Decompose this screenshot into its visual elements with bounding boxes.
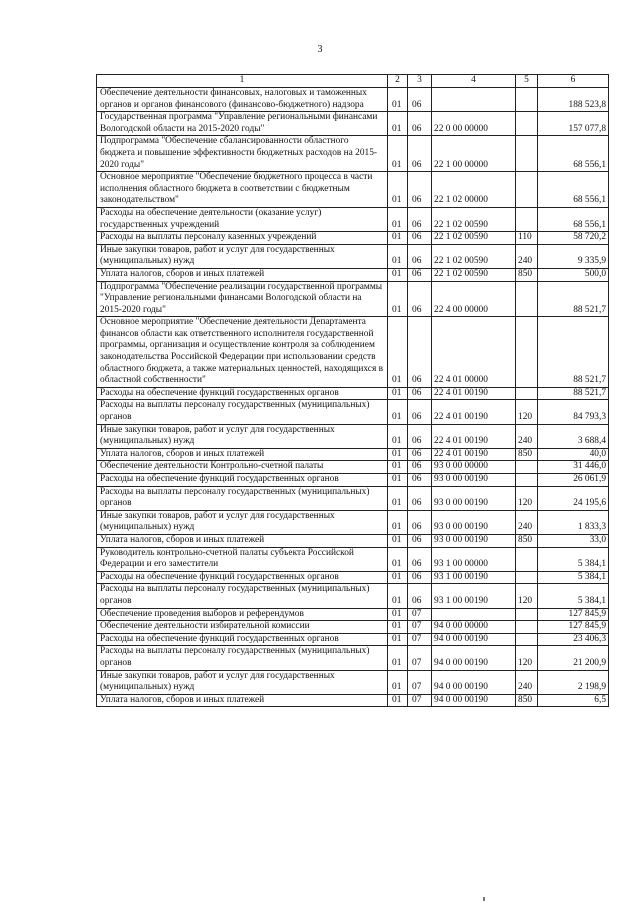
row-name-cell: Расходы на обеспечение функций государственных органов <box>97 474 388 487</box>
row-subsection-cell: 07 <box>408 694 432 707</box>
table-row <box>97 694 609 707</box>
row-target-article-cell: 22 4 00 00000 <box>432 281 516 317</box>
row-expense-type-cell: 120 <box>516 646 538 670</box>
table-row <box>97 281 609 317</box>
row-amount-cell: 68 556,1 <box>538 136 609 172</box>
row-subsection-cell: 06 <box>408 232 432 245</box>
row-expense-type-cell <box>516 474 538 487</box>
row-amount-cell: 127 845,9 <box>538 621 609 634</box>
table-row <box>97 510 609 534</box>
row-expense-type-cell <box>516 387 538 400</box>
row-target-article-cell: 22 1 02 00590 <box>432 207 516 231</box>
row-subsection-cell: 06 <box>408 584 432 608</box>
row-amount-cell: 3 688,4 <box>538 424 609 448</box>
row-name-cell: Уплата налогов, сборов и иных платежей <box>97 534 388 547</box>
row-amount-cell: 157 077,8 <box>538 112 609 136</box>
row-name-cell: Обеспечение деятельности Контрольно-счетной палаты <box>97 461 388 474</box>
table-row <box>97 448 609 461</box>
row-subsection-cell: 06 <box>408 317 432 388</box>
row-amount-cell: 5 384,1 <box>538 547 609 571</box>
row-expense-type-cell <box>516 281 538 317</box>
table-row <box>97 207 609 231</box>
row-name-cell: Уплата налогов, сборов и иных платежей <box>97 268 388 281</box>
row-section-cell: 01 <box>388 621 408 634</box>
row-amount-cell: 5 384,1 <box>538 571 609 584</box>
row-subsection-cell: 07 <box>408 608 432 621</box>
table-row <box>97 461 609 474</box>
row-section-cell: 01 <box>388 281 408 317</box>
row-expense-type-cell <box>516 621 538 634</box>
row-subsection-cell: 06 <box>408 207 432 231</box>
row-section-cell: 01 <box>388 136 408 172</box>
row-subsection-cell: 06 <box>408 571 432 584</box>
row-section-cell: 01 <box>388 244 408 268</box>
row-section-cell: 01 <box>388 534 408 547</box>
table-row <box>97 670 609 694</box>
row-expense-type-cell <box>516 571 538 584</box>
row-subsection-cell: 07 <box>408 646 432 670</box>
row-amount-cell: 68 556,1 <box>538 172 609 208</box>
row-target-article-cell: 22 4 01 00000 <box>432 317 516 388</box>
row-name-cell: Обеспечение деятельности избирательной комиссии <box>97 621 388 634</box>
row-expense-type-cell <box>516 608 538 621</box>
row-expense-type-cell <box>516 172 538 208</box>
row-target-article-cell: 22 1 02 00590 <box>432 268 516 281</box>
row-target-article-cell: 22 1 02 00590 <box>432 244 516 268</box>
row-expense-type-cell: 240 <box>516 510 538 534</box>
row-section-cell: 01 <box>388 172 408 208</box>
row-amount-cell: 33,0 <box>538 534 609 547</box>
row-subsection-cell: 06 <box>408 88 432 112</box>
row-subsection-cell: 06 <box>408 244 432 268</box>
row-name-cell: Государственная программа "Управление региональными финансами Вологодской области на 2015-2020 годы" <box>97 112 388 136</box>
row-name-cell: Иные закупки товаров, работ и услуг для государственных (муниципальных) нужд <box>97 510 388 534</box>
row-subsection-cell: 06 <box>408 172 432 208</box>
row-amount-cell: 23 406,3 <box>538 633 609 646</box>
row-expense-type-cell: 850 <box>516 694 538 707</box>
row-name-cell: Расходы на выплаты персоналу государственных (муниципальных) органов <box>97 486 388 510</box>
table-row <box>97 571 609 584</box>
row-target-article-cell: 94 0 00 00190 <box>432 633 516 646</box>
row-expense-type-cell: 850 <box>516 534 538 547</box>
row-amount-cell: 9 335,9 <box>538 244 609 268</box>
row-name-cell: Расходы на обеспечение деятельности (оказание услуг) государственных учреждений <box>97 207 388 231</box>
row-amount-cell: 6,5 <box>538 694 609 707</box>
row-name-cell: Расходы на выплаты персоналу государственных (муниципальных) органов <box>97 400 388 424</box>
row-subsection-cell: 06 <box>408 387 432 400</box>
budget-table <box>96 74 609 707</box>
row-subsection-cell: 06 <box>408 400 432 424</box>
row-amount-cell: 88 521,7 <box>538 281 609 317</box>
row-expense-type-cell <box>516 207 538 231</box>
header-cell-1: 1 <box>97 75 388 88</box>
row-expense-type-cell: 120 <box>516 486 538 510</box>
row-section-cell: 01 <box>388 424 408 448</box>
row-section-cell: 01 <box>388 88 408 112</box>
row-expense-type-cell: 120 <box>516 400 538 424</box>
row-expense-type-cell <box>516 112 538 136</box>
row-subsection-cell: 06 <box>408 534 432 547</box>
row-amount-cell: 188 523,8 <box>538 88 609 112</box>
row-name-cell: Основное мероприятие "Обеспечение деятельности Департамента финансов области как ответственного исполнителя государственной программы, организация и осуществление контроля за соблюдением законодательства Российской Федерации при использовании средств областного бюджета, а также материальных ценностей, находящихся в областной собственности" <box>97 317 388 388</box>
row-amount-cell: 68 556,1 <box>538 207 609 231</box>
page-number: 3 <box>317 44 323 55</box>
row-expense-type-cell: 240 <box>516 244 538 268</box>
row-expense-type-cell: 850 <box>516 448 538 461</box>
row-section-cell: 01 <box>388 510 408 534</box>
row-section-cell: 01 <box>388 608 408 621</box>
table-row <box>97 633 609 646</box>
row-target-article-cell: 22 4 01 00190 <box>432 400 516 424</box>
table-row <box>97 244 609 268</box>
row-target-article-cell: 93 0 00 00000 <box>432 461 516 474</box>
row-expense-type-cell: 240 <box>516 424 538 448</box>
table-row <box>97 621 609 634</box>
row-section-cell: 01 <box>388 448 408 461</box>
row-amount-cell: 500,0 <box>538 268 609 281</box>
row-amount-cell: 2 198,9 <box>538 670 609 694</box>
row-section-cell: 01 <box>388 268 408 281</box>
row-section-cell: 01 <box>388 232 408 245</box>
row-target-article-cell: 93 0 00 00190 <box>432 510 516 534</box>
row-target-article-cell: 94 0 00 00190 <box>432 670 516 694</box>
row-section-cell: 01 <box>388 646 408 670</box>
row-name-cell: Расходы на обеспечение функций государственных органов <box>97 571 388 584</box>
row-target-article-cell <box>432 88 516 112</box>
row-expense-type-cell <box>516 461 538 474</box>
table-row <box>97 387 609 400</box>
table-row <box>97 136 609 172</box>
row-target-article-cell: 22 4 01 00190 <box>432 424 516 448</box>
table-row <box>97 112 609 136</box>
row-amount-cell: 31 446,0 <box>538 461 609 474</box>
row-subsection-cell: 07 <box>408 621 432 634</box>
row-name-cell: Подпрограмма "Обеспечение сбалансированности областного бюджета и повышение эффективности бюджетных расходов на 2015-2020 годы" <box>97 136 388 172</box>
row-amount-cell: 88 521,7 <box>538 387 609 400</box>
table-row <box>97 424 609 448</box>
row-name-cell: Расходы на выплаты персоналу казенных учреждений <box>97 232 388 245</box>
row-section-cell: 01 <box>388 547 408 571</box>
row-subsection-cell: 06 <box>408 547 432 571</box>
row-name-cell: Уплата налогов, сборов и иных платежей <box>97 694 388 707</box>
row-name-cell: Расходы на выплаты персоналу государственных (муниципальных) органов <box>97 584 388 608</box>
header-cell-2: 2 <box>388 75 408 88</box>
row-section-cell: 01 <box>388 317 408 388</box>
row-subsection-cell: 06 <box>408 461 432 474</box>
row-expense-type-cell: 110 <box>516 232 538 245</box>
row-name-cell: Иные закупки товаров, работ и услуг для государственных (муниципальных) нужд <box>97 244 388 268</box>
row-name-cell: Расходы на выплаты персоналу государственных (муниципальных) органов <box>97 646 388 670</box>
header-row <box>97 75 609 88</box>
row-target-article-cell: 93 0 00 00190 <box>432 534 516 547</box>
table-row <box>97 646 609 670</box>
row-expense-type-cell <box>516 136 538 172</box>
row-target-article-cell: 93 1 00 00190 <box>432 584 516 608</box>
header-cell-6: 6 <box>538 75 609 88</box>
row-name-cell: Расходы на обеспечение функций государственных органов <box>97 387 388 400</box>
row-target-article-cell: 93 1 00 00000 <box>432 547 516 571</box>
row-amount-cell: 84 793,3 <box>538 400 609 424</box>
row-amount-cell: 1 833,3 <box>538 510 609 534</box>
table-row <box>97 172 609 208</box>
row-section-cell: 01 <box>388 486 408 510</box>
row-name-cell: Расходы на обеспечение функций государственных органов <box>97 633 388 646</box>
row-amount-cell: 5 384,1 <box>538 584 609 608</box>
row-target-article-cell <box>432 608 516 621</box>
row-name-cell: Обеспечение деятельности финансовых, налоговых и таможенных органов и органов финансового (финансово-бюджетного) надзора <box>97 88 388 112</box>
row-name-cell: Основное мероприятие "Обеспечение бюджетного процесса в части исполнения областного бюджета в соответствии с бюджетным законодательством" <box>97 172 388 208</box>
row-subsection-cell: 06 <box>408 424 432 448</box>
table-row <box>97 474 609 487</box>
table-row <box>97 547 609 571</box>
scan-dust-mark <box>483 897 485 901</box>
row-subsection-cell: 06 <box>408 281 432 317</box>
row-expense-type-cell: 850 <box>516 268 538 281</box>
header-cell-4: 4 <box>432 75 516 88</box>
table-row <box>97 232 609 245</box>
row-section-cell: 01 <box>388 400 408 424</box>
row-amount-cell: 24 195,6 <box>538 486 609 510</box>
header-cell-3: 3 <box>408 75 432 88</box>
row-subsection-cell: 07 <box>408 633 432 646</box>
row-expense-type-cell <box>516 317 538 388</box>
row-target-article-cell: 93 0 00 00190 <box>432 474 516 487</box>
row-amount-cell: 127 845,9 <box>538 608 609 621</box>
row-target-article-cell: 22 1 02 00000 <box>432 172 516 208</box>
row-expense-type-cell <box>516 88 538 112</box>
row-section-cell: 01 <box>388 633 408 646</box>
row-amount-cell: 88 521,7 <box>538 317 609 388</box>
row-target-article-cell: 94 0 00 00000 <box>432 621 516 634</box>
table-row <box>97 88 609 112</box>
row-section-cell: 01 <box>388 207 408 231</box>
row-target-article-cell: 22 1 02 00590 <box>432 232 516 245</box>
table-row <box>97 400 609 424</box>
row-target-article-cell: 93 1 00 00190 <box>432 571 516 584</box>
row-target-article-cell: 22 1 00 00000 <box>432 136 516 172</box>
row-target-article-cell: 93 0 00 00190 <box>432 486 516 510</box>
table-row <box>97 486 609 510</box>
row-section-cell: 01 <box>388 670 408 694</box>
row-expense-type-cell <box>516 633 538 646</box>
row-section-cell: 01 <box>388 112 408 136</box>
table-row <box>97 608 609 621</box>
row-name-cell: Руководитель контрольно-счетной палаты субъекта Российской Федерации и его заместители <box>97 547 388 571</box>
row-subsection-cell: 06 <box>408 268 432 281</box>
table-row <box>97 317 609 388</box>
row-target-article-cell: 94 0 00 00190 <box>432 694 516 707</box>
row-section-cell: 01 <box>388 584 408 608</box>
row-target-article-cell: 22 0 00 00000 <box>432 112 516 136</box>
row-expense-type-cell: 120 <box>516 584 538 608</box>
header-cell-5: 5 <box>516 75 538 88</box>
row-name-cell: Подпрограмма "Обеспечение реализации государственной программы "Управление региональными финансами Вологодской области на 2015-2020 годы" <box>97 281 388 317</box>
row-amount-cell: 40,0 <box>538 448 609 461</box>
row-subsection-cell: 06 <box>408 510 432 534</box>
row-target-article-cell: 94 0 00 00190 <box>432 646 516 670</box>
table-row <box>97 584 609 608</box>
row-amount-cell: 58 720,2 <box>538 232 609 245</box>
row-expense-type-cell <box>516 547 538 571</box>
row-name-cell: Обеспечение проведения выборов и референдумов <box>97 608 388 621</box>
row-subsection-cell: 06 <box>408 474 432 487</box>
row-section-cell: 01 <box>388 474 408 487</box>
table-row <box>97 534 609 547</box>
row-amount-cell: 26 061,9 <box>538 474 609 487</box>
row-section-cell: 01 <box>388 571 408 584</box>
row-expense-type-cell: 240 <box>516 670 538 694</box>
row-name-cell: Иные закупки товаров, работ и услуг для государственных (муниципальных) нужд <box>97 670 388 694</box>
row-amount-cell: 21 200,9 <box>538 646 609 670</box>
row-name-cell: Иные закупки товаров, работ и услуг для государственных (муниципальных) нужд <box>97 424 388 448</box>
row-section-cell: 01 <box>388 461 408 474</box>
row-section-cell: 01 <box>388 387 408 400</box>
row-target-article-cell: 22 4 01 00190 <box>432 448 516 461</box>
row-target-article-cell: 22 4 01 00190 <box>432 387 516 400</box>
row-subsection-cell: 06 <box>408 486 432 510</box>
row-subsection-cell: 06 <box>408 136 432 172</box>
row-subsection-cell: 06 <box>408 112 432 136</box>
row-subsection-cell: 06 <box>408 448 432 461</box>
row-subsection-cell: 07 <box>408 670 432 694</box>
row-section-cell: 01 <box>388 694 408 707</box>
table-row <box>97 268 609 281</box>
row-name-cell: Уплата налогов, сборов и иных платежей <box>97 448 388 461</box>
